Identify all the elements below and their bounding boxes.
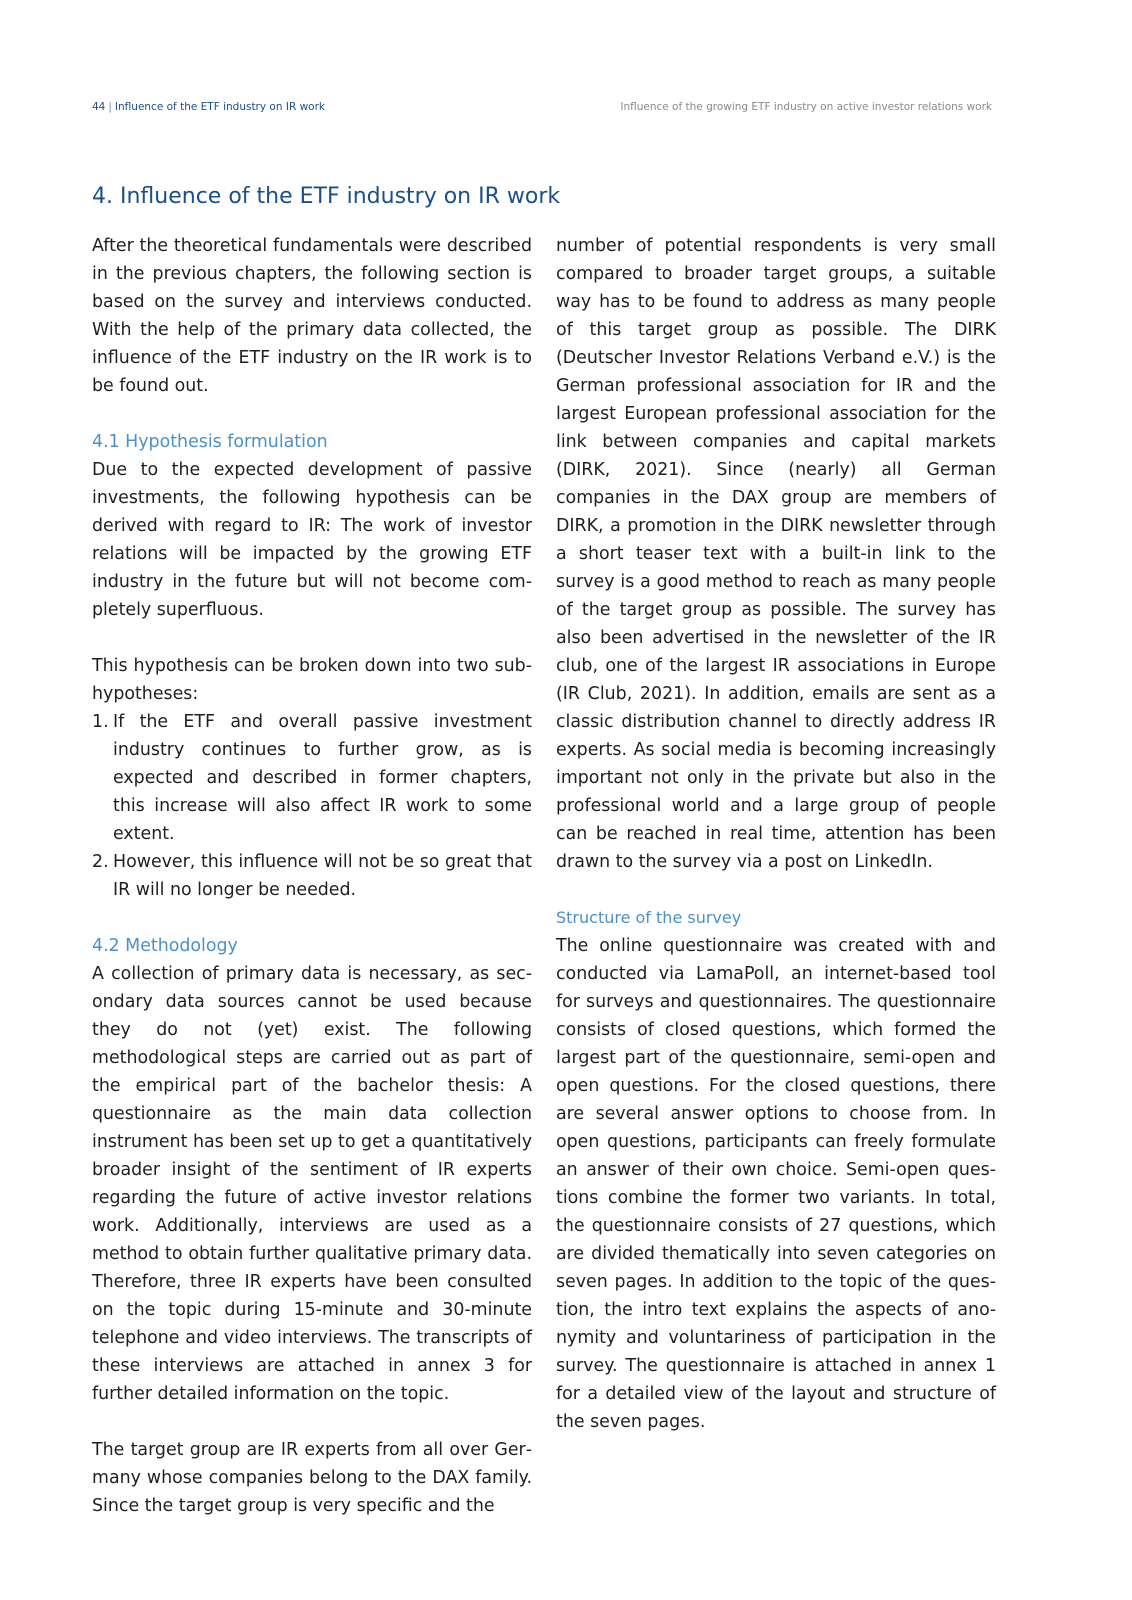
subheading-survey-structure: Structure of the survey xyxy=(556,908,742,927)
running-header xyxy=(92,99,992,115)
list-item xyxy=(92,848,532,904)
right-column xyxy=(556,232,996,1436)
paragraph-spacer xyxy=(92,1408,532,1436)
sub-hypotheses-list xyxy=(92,708,532,904)
survey-structure-paragraph: The online questionnaire was created with and conducted via LamaPoll, an internet-based tool for surveys and questionnaires. The questionnaire consists of closed questions, which formed the largest part of the questionnaire, semi-open and open questions. For the closed questions, there are several answer options to choose from. In open questions, participants can freely formulate an answer of their own choice. Semi-open questions combine the former two variants. In total, the questionnaire consists of 27 questions, which are divided thematically into seven categories on seven pages. In addition to the topic of the question, the intro text explains the aspects of anonymity and voluntariness of participation in the survey. The questionnaire is attached in annex 1 for a detailed view of the layout and structure of the seven pages. xyxy=(556,936,996,1432)
target-group-paragraph-continued: number of potential respondents is very small compared to broader target groups, a suitable way has to be found to address as many people of this target group as possible. The DIRK (Deutscher Investor Relations Verband e.V.) is the German professional association for IR and the largest European professional association for the link between companies and capital markets (DIRK, 2021). Since (nearly) all German companies in the DAX group are members of DIRK, a promotion in the DIRK newsletter through a short teaser text with a built-in link to the survey is a good method to reach as many people of the target group as possible. The survey has also been advertised in the newsletter of the IR club, one of the largest IR associations in Europe (IR Club, 2021). In addition, emails are sent as a classic distribution channel to directly address IR experts. As social media is becoming increasingly important not only in the private but also in the professional world and a large group of people can be reached in real time, attention has been drawn to the survey via a post on LinkedIn. xyxy=(556,236,996,872)
sub-hypotheses-intro: This hypothesis can be broken down into two sub-hypotheses: xyxy=(92,656,532,704)
left-column xyxy=(92,232,532,1520)
running-header-left xyxy=(92,99,325,115)
paragraph-spacer xyxy=(556,876,996,904)
running-header-chapter: Influence of the ETF industry on IR work xyxy=(114,101,325,113)
running-header-document-title: Influence of the growing ETF industry on active investor relations work xyxy=(620,101,992,113)
list-item-text: However, this influence will not be so great that IR will no longer be needed. xyxy=(113,852,532,900)
chapter-title: 4. Influence of the ETF industry on IR work xyxy=(92,184,561,209)
list-item-number: 1. xyxy=(92,712,109,732)
paragraph-spacer xyxy=(92,624,532,652)
paragraph-spacer xyxy=(92,904,532,932)
paragraph-spacer xyxy=(92,400,532,428)
list-item xyxy=(92,708,532,848)
section-heading-methodology: 4.2 Methodology xyxy=(92,936,238,956)
list-item-number: 2. xyxy=(92,852,109,872)
page-number: 44 xyxy=(92,101,106,113)
section-heading-hypothesis: 4.1 Hypothesis formulation xyxy=(92,432,328,452)
methodology-paragraph: A collection of primary data is necessary, as secondary data sources cannot be used because they do not (yet) exist. The following methodological steps are carried out as part of the empirical part of the bachelor thesis: A questionnaire as the main data collection instrument has been set up to get a quantitatively broader insight of the sentiment of IR experts regarding the future of active investor relations work. Additionally, interviews are used as a method to obtain further qualitative primary data. Therefore, three IR experts have been consulted on the topic during 15-minute and 30-minute telephone and video interviews. The transcripts of these interviews are attached in annex 3 for further detailed information on the topic. xyxy=(92,964,532,1404)
hypothesis-paragraph: Due to the expected development of passive investments, the following hypothesis can be derived with regard to IR: The work of investor relations will be impacted by the growing ETF industry in the future but will not become completely superfluous. xyxy=(92,460,532,620)
list-item-text: If the ETF and overall passive investment industry continues to further grow, as is expected and described in former chapters, this increase will also affect IR work to some extent. xyxy=(113,712,532,844)
target-group-paragraph: The target group are IR experts from all over Germany whose companies belong to the DAX family. Since the target group is very specific and the xyxy=(92,1440,532,1516)
intro-paragraph: After the theoretical fundamentals were described in the previous chapters, the following section is based on the survey and interviews conducted. With the help of the primary data collected, the influence of the ETF industry on the IR work is to be found out. xyxy=(92,236,532,396)
header-separator: | xyxy=(108,101,112,113)
